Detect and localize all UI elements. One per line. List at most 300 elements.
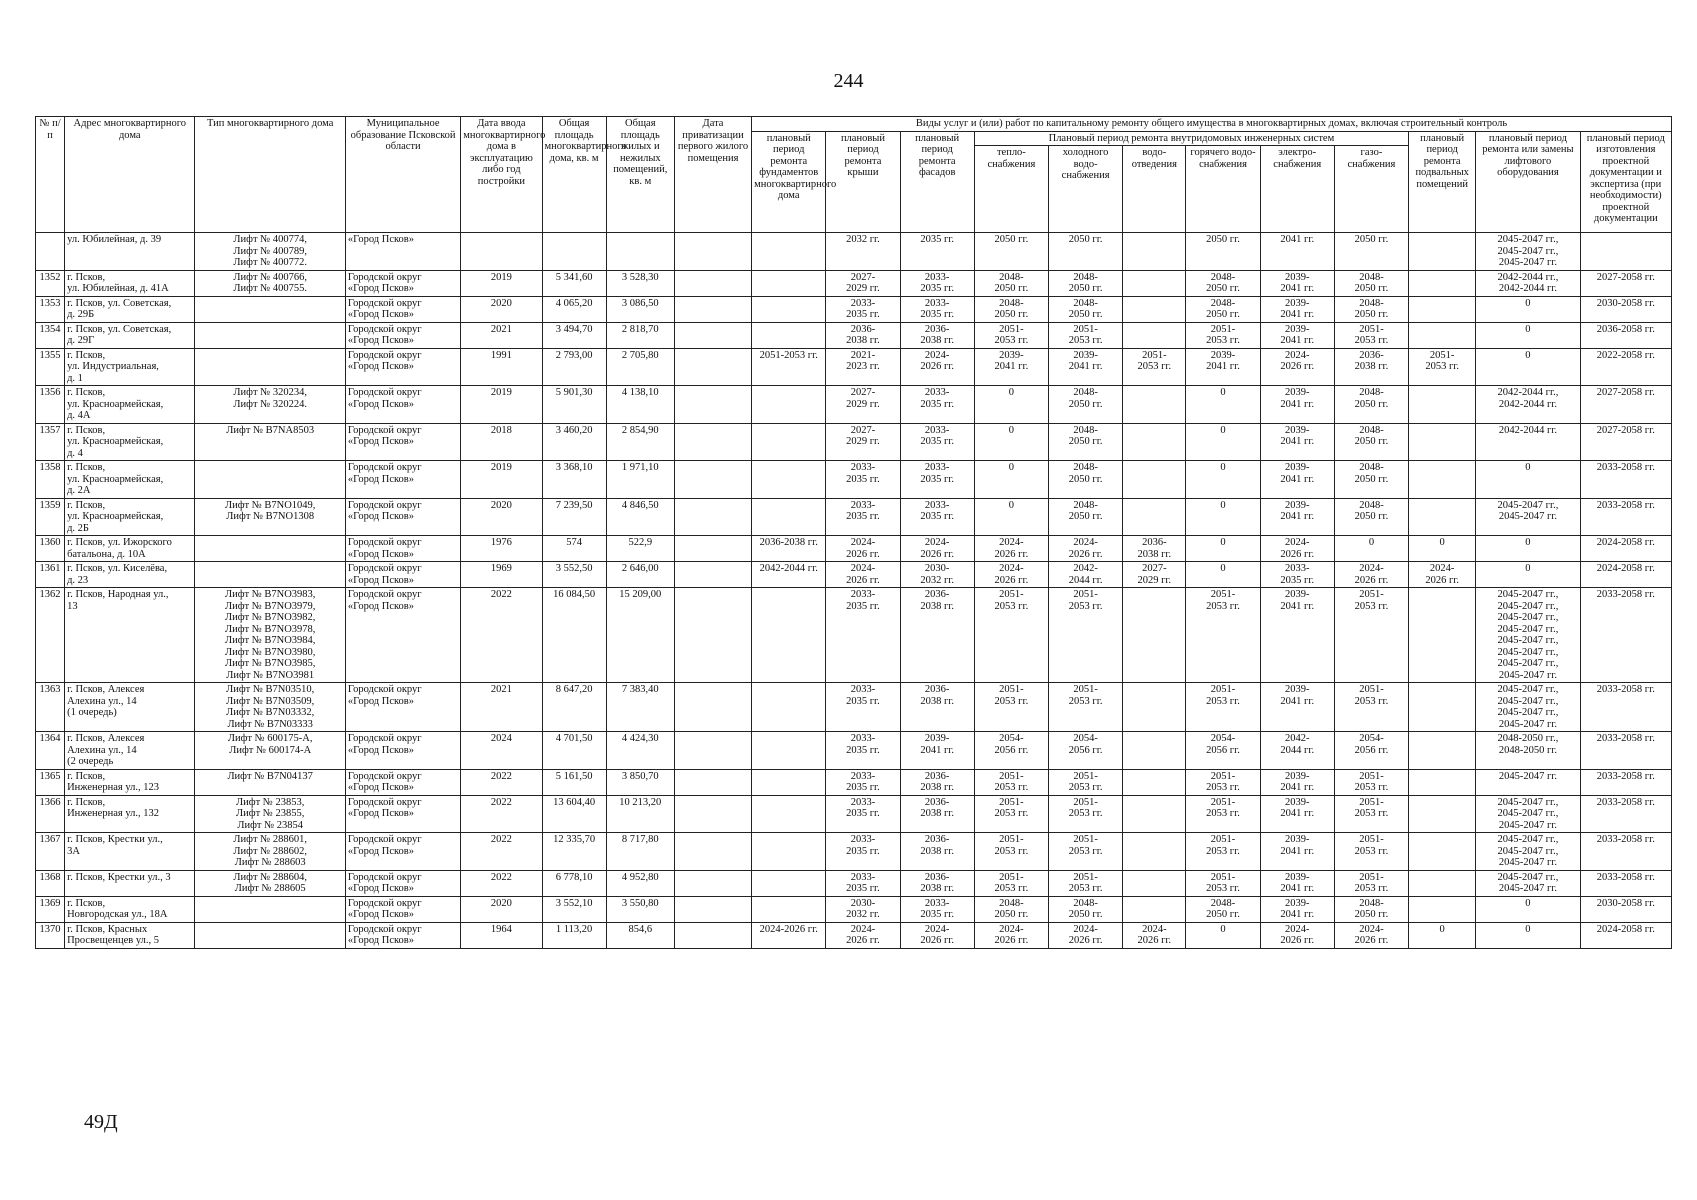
cell-facade: 2036- 2038 гг.: [900, 795, 974, 833]
cell-year: 2021: [461, 322, 542, 348]
cell-num: 1370: [36, 922, 65, 948]
cell-elevator: 0: [1476, 348, 1580, 386]
cell-gas: 2048- 2050 гг.: [1334, 296, 1408, 322]
cell-gas: 2051- 2053 гг.: [1334, 833, 1408, 871]
cell-heat: 2024- 2026 гг.: [974, 922, 1048, 948]
cell-house-type: [195, 348, 345, 386]
table-row: [36, 683, 1672, 732]
cell-hot-water: 2051- 2053 гг.: [1186, 870, 1260, 896]
cell-elevator: 0: [1476, 562, 1580, 588]
table-row: [36, 769, 1672, 795]
cell-total-area: 3 552,10: [542, 896, 606, 922]
cell-year: 2018: [461, 423, 542, 461]
cell-privatization: [674, 833, 751, 871]
cell-municipality: Городской округ «Город Псков»: [345, 498, 460, 536]
cell-house-type: Лифт № B7N04137: [195, 769, 345, 795]
cell-address: г. Псков, Крестки ул., 3А: [65, 833, 195, 871]
cell-gas: 0: [1334, 536, 1408, 562]
cell-privatization: [674, 233, 751, 271]
cell-privatization: [674, 896, 751, 922]
table-row: [36, 562, 1672, 588]
cell-hot-water: 2054- 2056 гг.: [1186, 732, 1260, 770]
table-row: [36, 296, 1672, 322]
cell-cold-water: 2051- 2053 гг.: [1049, 322, 1123, 348]
table-row: [36, 870, 1672, 896]
col-header-electric: электро-снабжения: [1260, 146, 1334, 233]
cell-total-area: 5 901,30: [542, 386, 606, 424]
cell-roof: 2033- 2035 гг.: [826, 833, 900, 871]
cell-address: г. Псков, Крестки ул., 3: [65, 870, 195, 896]
cell-sewer: [1123, 795, 1186, 833]
cell-address: г. Псков, Красных Просвещенцев ул., 5: [65, 922, 195, 948]
cell-roof: 2033- 2035 гг.: [826, 769, 900, 795]
cell-year: 2024: [461, 732, 542, 770]
cell-sewer: [1123, 270, 1186, 296]
cell-year: 2020: [461, 498, 542, 536]
cell-design: 2033-2058 гг.: [1580, 588, 1671, 683]
cell-roof: 2033- 2035 гг.: [826, 498, 900, 536]
cell-total-area: 3 368,10: [542, 461, 606, 499]
cell-hot-water: 0: [1186, 423, 1260, 461]
cell-roof: 2021- 2023 гг.: [826, 348, 900, 386]
cell-gas: 2048- 2050 гг.: [1334, 498, 1408, 536]
cell-roof: 2032 гг.: [826, 233, 900, 271]
cell-foundation: [752, 795, 826, 833]
cell-num: 1357: [36, 423, 65, 461]
cell-cold-water: 2048- 2050 гг.: [1049, 270, 1123, 296]
cell-roof: 2033- 2035 гг.: [826, 732, 900, 770]
col-header-elevator: плановый период ремонта или замены лифтового оборудования: [1476, 131, 1580, 233]
cell-house-type: [195, 562, 345, 588]
cell-sewer: [1123, 322, 1186, 348]
cell-electric: 2041 гг.: [1260, 233, 1334, 271]
cell-sewer: [1123, 870, 1186, 896]
table-row: [36, 536, 1672, 562]
cell-privatization: [674, 270, 751, 296]
table-row: [36, 348, 1672, 386]
cell-electric: 2039- 2041 гг.: [1260, 769, 1334, 795]
table-row: [36, 322, 1672, 348]
cell-address: г. Псков, Инженерная ул., 123: [65, 769, 195, 795]
cell-basement: [1409, 870, 1476, 896]
cell-design: 2024-2058 гг.: [1580, 562, 1671, 588]
cell-design: 2033-2058 гг.: [1580, 795, 1671, 833]
cell-electric: 2042- 2044 гг.: [1260, 732, 1334, 770]
cell-facade: 2024- 2026 гг.: [900, 536, 974, 562]
cell-hot-water: 2039- 2041 гг.: [1186, 348, 1260, 386]
col-header-municipality: Муниципальное образование Псковской области: [345, 117, 460, 233]
cell-gas: 2048- 2050 гг.: [1334, 461, 1408, 499]
cell-foundation: [752, 833, 826, 871]
cell-elevator: 2045-2047 гг., 2045-2047 гг., 2045-2047 гг.: [1476, 233, 1580, 271]
cell-sewer: [1123, 386, 1186, 424]
cell-sewer: [1123, 296, 1186, 322]
cell-living-area: 2 705,80: [606, 348, 674, 386]
cell-design: 2033-2058 гг.: [1580, 870, 1671, 896]
cell-design: 2033-2058 гг.: [1580, 732, 1671, 770]
cell-heat: 2051- 2053 гг.: [974, 795, 1048, 833]
cell-basement: [1409, 233, 1476, 271]
col-header-house-type: Тип многоквартирного дома: [195, 117, 345, 233]
cell-year: 2019: [461, 461, 542, 499]
cell-living-area: [606, 233, 674, 271]
cell-design: 2027-2058 гг.: [1580, 386, 1671, 424]
cell-basement: [1409, 732, 1476, 770]
cell-house-type: [195, 922, 345, 948]
cell-house-type: Лифт № 600175-А, Лифт № 600174-А: [195, 732, 345, 770]
col-header-address: Адрес многоквартирного дома: [65, 117, 195, 233]
col-header-cold-water: холодного водо-снабжения: [1049, 146, 1123, 233]
cell-address: г. Псков, Алексея Алехина ул., 14 (1 очередь): [65, 683, 195, 732]
cell-address: г. Псков, Алексея Алехина ул., 14 (2 очередь: [65, 732, 195, 770]
cell-num: 1363: [36, 683, 65, 732]
cell-hot-water: 2048- 2050 гг.: [1186, 896, 1260, 922]
cell-heat: 2054- 2056 гг.: [974, 732, 1048, 770]
cell-facade: 2033- 2035 гг.: [900, 386, 974, 424]
cell-house-type: Лифт № 288604, Лифт № 288605: [195, 870, 345, 896]
cell-total-area: 13 604,40: [542, 795, 606, 833]
cell-privatization: [674, 870, 751, 896]
cell-total-area: [542, 233, 606, 271]
cell-house-type: Лифт № 400766, Лифт № 400755.: [195, 270, 345, 296]
col-header-commission-date: Дата ввода многоквартирного дома в эксплуатацию либо год постройки: [461, 117, 542, 233]
cell-basement: [1409, 896, 1476, 922]
cell-num: 1365: [36, 769, 65, 795]
cell-cold-water: 2051- 2053 гг.: [1049, 769, 1123, 795]
cell-gas: 2051- 2053 гг.: [1334, 795, 1408, 833]
cell-municipality: Городской округ «Город Псков»: [345, 536, 460, 562]
cell-basement: [1409, 461, 1476, 499]
cell-design: 2027-2058 гг.: [1580, 423, 1671, 461]
cell-elevator: 2045-2047 гг.: [1476, 769, 1580, 795]
cell-privatization: [674, 562, 751, 588]
table-row: [36, 423, 1672, 461]
cell-year: 2022: [461, 588, 542, 683]
cell-hot-water: 0: [1186, 922, 1260, 948]
cell-design: 2033-2058 гг.: [1580, 683, 1671, 732]
cell-hot-water: 2051- 2053 гг.: [1186, 769, 1260, 795]
cell-hot-water: 0: [1186, 562, 1260, 588]
cell-heat: 2051- 2053 гг.: [974, 588, 1048, 683]
cell-heat: 0: [974, 386, 1048, 424]
cell-year: 2019: [461, 270, 542, 296]
cell-address: г. Псков, Новгородская ул., 18А: [65, 896, 195, 922]
cell-facade: 2033- 2035 гг.: [900, 423, 974, 461]
cell-cold-water: 2050 гг.: [1049, 233, 1123, 271]
cell-foundation: [752, 498, 826, 536]
cell-total-area: 5 161,50: [542, 769, 606, 795]
cell-house-type: [195, 322, 345, 348]
cell-facade: 2024- 2026 гг.: [900, 348, 974, 386]
cell-municipality: Городской округ «Город Псков»: [345, 922, 460, 948]
cell-hot-water: 2051- 2053 гг.: [1186, 322, 1260, 348]
cell-address: г. Псков, ул. Юбилейная, д. 41А: [65, 270, 195, 296]
cell-facade: 2030- 2032 гг.: [900, 562, 974, 588]
col-header-facade: плановый период ремонта фасадов: [900, 131, 974, 233]
cell-electric: 2039- 2041 гг.: [1260, 588, 1334, 683]
cell-year: 1976: [461, 536, 542, 562]
cell-elevator: 0: [1476, 922, 1580, 948]
cell-foundation: [752, 896, 826, 922]
cell-foundation: [752, 683, 826, 732]
cell-electric: 2024- 2026 гг.: [1260, 536, 1334, 562]
cell-total-area: 16 084,50: [542, 588, 606, 683]
cell-heat: 2039- 2041 гг.: [974, 348, 1048, 386]
cell-heat: 2051- 2053 гг.: [974, 833, 1048, 871]
cell-basement: [1409, 423, 1476, 461]
cell-privatization: [674, 461, 751, 499]
cell-address: г. Псков, ул. Советская, д. 29Г: [65, 322, 195, 348]
table-row: [36, 795, 1672, 833]
cell-privatization: [674, 322, 751, 348]
cell-living-area: 4 424,30: [606, 732, 674, 770]
cell-elevator: 0: [1476, 896, 1580, 922]
cell-elevator: 0: [1476, 536, 1580, 562]
cell-cold-water: 2051- 2053 гг.: [1049, 795, 1123, 833]
cell-cold-water: 2051- 2053 гг.: [1049, 833, 1123, 871]
cell-elevator: 0: [1476, 322, 1580, 348]
col-header-sewer: водо-отведения: [1123, 146, 1186, 233]
cell-living-area: 4 952,80: [606, 870, 674, 896]
cell-heat: 2048- 2050 гг.: [974, 296, 1048, 322]
cell-house-type: [195, 461, 345, 499]
cell-municipality: Городской округ «Город Псков»: [345, 870, 460, 896]
col-header-design: плановый период изготовления проектной документации и экспертиза (при необходимости) проектной документации: [1580, 131, 1671, 233]
cell-facade: 2036- 2038 гг.: [900, 588, 974, 683]
cell-hot-water: 2051- 2053 гг.: [1186, 683, 1260, 732]
cell-electric: 2039- 2041 гг.: [1260, 795, 1334, 833]
cell-living-area: 2 854,90: [606, 423, 674, 461]
cell-heat: 2051- 2053 гг.: [974, 322, 1048, 348]
cell-num: 1362: [36, 588, 65, 683]
cell-house-type: Лифт № B7N03510, Лифт № B7N03509, Лифт № B7N03332, Лифт № B7N03333: [195, 683, 345, 732]
table-row: [36, 233, 1672, 271]
cell-privatization: [674, 795, 751, 833]
cell-electric: 2039- 2041 гг.: [1260, 683, 1334, 732]
cell-facade: 2033- 2035 гг.: [900, 498, 974, 536]
cell-num: 1360: [36, 536, 65, 562]
document-code: 49Д: [84, 1111, 118, 1133]
cell-year: 1964: [461, 922, 542, 948]
table-row: [36, 833, 1672, 871]
table-row: [36, 922, 1672, 948]
cell-heat: 2048- 2050 гг.: [974, 896, 1048, 922]
cell-sewer: 2036- 2038 гг.: [1123, 536, 1186, 562]
cell-heat: 2051- 2053 гг.: [974, 870, 1048, 896]
cell-municipality: Городской округ «Город Псков»: [345, 732, 460, 770]
cell-hot-water: 2051- 2053 гг.: [1186, 795, 1260, 833]
col-header-basement: плановый период ремонта подвальных помещений: [1409, 131, 1476, 233]
cell-design: 2033-2058 гг.: [1580, 498, 1671, 536]
cell-privatization: [674, 683, 751, 732]
cell-electric: 2033- 2035 гг.: [1260, 562, 1334, 588]
cell-address: г. Псков, ул. Киселёва, д. 23: [65, 562, 195, 588]
cell-num: 1366: [36, 795, 65, 833]
cell-municipality: Городской округ «Город Псков»: [345, 423, 460, 461]
cell-basement: [1409, 588, 1476, 683]
col-header-heat: тепло-снабжения: [974, 146, 1048, 233]
cell-sewer: [1123, 769, 1186, 795]
cell-year: [461, 233, 542, 271]
cell-cold-water: 2048- 2050 гг.: [1049, 896, 1123, 922]
cell-living-area: 4 138,10: [606, 386, 674, 424]
cell-gas: 2036- 2038 гг.: [1334, 348, 1408, 386]
cell-foundation: [752, 732, 826, 770]
cell-basement: [1409, 386, 1476, 424]
cell-year: 1991: [461, 348, 542, 386]
cell-electric: 2024- 2026 гг.: [1260, 348, 1334, 386]
cell-municipality: Городской округ «Город Псков»: [345, 270, 460, 296]
cell-elevator: 2048-2050 гг., 2048-2050 гг.: [1476, 732, 1580, 770]
cell-facade: 2036- 2038 гг.: [900, 769, 974, 795]
cell-heat: 0: [974, 498, 1048, 536]
cell-roof: 2033- 2035 гг.: [826, 795, 900, 833]
cell-cold-water: 2051- 2053 гг.: [1049, 683, 1123, 732]
cell-roof: 2033- 2035 гг.: [826, 461, 900, 499]
cell-house-type: [195, 896, 345, 922]
cell-hot-water: 2048- 2050 гг.: [1186, 296, 1260, 322]
cell-hot-water: 0: [1186, 461, 1260, 499]
cell-gas: 2051- 2053 гг.: [1334, 683, 1408, 732]
cell-foundation: 2051-2053 гг.: [752, 348, 826, 386]
cell-elevator: 2045-2047 гг., 2045-2047 гг., 2045-2047 гг., 2045-2047 гг., 2045-2047 гг., 2045-2047 гг., 2045-2047 гг., 2045-2047 гг.: [1476, 588, 1580, 683]
cell-sewer: [1123, 423, 1186, 461]
cell-house-type: Лифт № B7NO3983, Лифт № B7NO3979, Лифт № B7NO3982, Лифт № B7NO3978, Лифт № B7NO3984, Лифт № B7NO3980, Лифт № B7NO3985, Лифт № B7NO3981: [195, 588, 345, 683]
col-header-works-group: Виды услуг и (или) работ по капитальному ремонту общего имущества в многоквартирных домах, включая строительный контроль: [752, 117, 1672, 132]
cell-living-area: 2 818,70: [606, 322, 674, 348]
cell-roof: 2033- 2035 гг.: [826, 870, 900, 896]
cell-address: г. Псков, ул. Красноармейская, д. 4А: [65, 386, 195, 424]
cell-house-type: Лифт № 320234, Лифт № 320224.: [195, 386, 345, 424]
cell-total-area: 3 494,70: [542, 322, 606, 348]
cell-basement: 2024- 2026 гг.: [1409, 562, 1476, 588]
cell-municipality: Городской округ «Город Псков»: [345, 322, 460, 348]
cell-basement: [1409, 795, 1476, 833]
cell-basement: 0: [1409, 536, 1476, 562]
cell-num: 1358: [36, 461, 65, 499]
cell-address: г. Псков, ул. Красноармейская, д. 2А: [65, 461, 195, 499]
cell-living-area: 7 383,40: [606, 683, 674, 732]
cell-privatization: [674, 732, 751, 770]
cell-house-type: Лифт № 400774, Лифт № 400789, Лифт № 400772.: [195, 233, 345, 271]
cell-electric: 2039- 2041 гг.: [1260, 896, 1334, 922]
cell-year: 2019: [461, 386, 542, 424]
cell-municipality: Городской округ «Город Псков»: [345, 562, 460, 588]
cell-elevator: 2045-2047 гг., 2045-2047 гг.: [1476, 870, 1580, 896]
cell-heat: 2024- 2026 гг.: [974, 536, 1048, 562]
cell-electric: 2039- 2041 гг.: [1260, 270, 1334, 296]
cell-hot-water: 2050 гг.: [1186, 233, 1260, 271]
cell-living-area: 3 850,70: [606, 769, 674, 795]
capital-repair-table: [35, 116, 1672, 949]
cell-municipality: Городской округ «Город Псков»: [345, 769, 460, 795]
cell-foundation: [752, 588, 826, 683]
cell-gas: 2048- 2050 гг.: [1334, 896, 1408, 922]
cell-num: 1361: [36, 562, 65, 588]
cell-roof: 2030- 2032 гг.: [826, 896, 900, 922]
cell-electric: 2039- 2041 гг.: [1260, 296, 1334, 322]
cell-cold-water: 2048- 2050 гг.: [1049, 386, 1123, 424]
cell-cold-water: 2048- 2050 гг.: [1049, 461, 1123, 499]
cell-cold-water: 2024- 2026 гг.: [1049, 536, 1123, 562]
cell-year: 2021: [461, 683, 542, 732]
cell-roof: 2033- 2035 гг.: [826, 296, 900, 322]
cell-house-type: Лифт № B7NO1049, Лифт № B7NO1308: [195, 498, 345, 536]
cell-facade: 2033- 2035 гг.: [900, 270, 974, 296]
cell-design: 2030-2058 гг.: [1580, 896, 1671, 922]
cell-living-area: 854,6: [606, 922, 674, 948]
cell-electric: 2039- 2041 гг.: [1260, 461, 1334, 499]
cell-design: 2036-2058 гг.: [1580, 322, 1671, 348]
cell-house-type: Лифт № B7NA8503: [195, 423, 345, 461]
cell-roof: 2024- 2026 гг.: [826, 536, 900, 562]
cell-address: г. Псков, Народная ул., 13: [65, 588, 195, 683]
cell-electric: 2039- 2041 гг.: [1260, 423, 1334, 461]
cell-living-area: 2 646,00: [606, 562, 674, 588]
cell-roof: 2027- 2029 гг.: [826, 423, 900, 461]
cell-basement: [1409, 769, 1476, 795]
cell-municipality: Городской округ «Город Псков»: [345, 795, 460, 833]
cell-num: 1359: [36, 498, 65, 536]
cell-year: 2022: [461, 833, 542, 871]
cell-address: г. Псков, ул. Индустриальная, д. 1: [65, 348, 195, 386]
cell-roof: 2033- 2035 гг.: [826, 588, 900, 683]
cell-house-type: [195, 296, 345, 322]
col-header-privatization-date: Дата приватизации первого жилого помещения: [674, 117, 751, 233]
cell-facade: 2036- 2038 гг.: [900, 683, 974, 732]
cell-elevator: 0: [1476, 296, 1580, 322]
cell-foundation: 2024-2026 гг.: [752, 922, 826, 948]
cell-cold-water: 2051- 2053 гг.: [1049, 588, 1123, 683]
table-row: [36, 732, 1672, 770]
cell-living-area: 4 846,50: [606, 498, 674, 536]
cell-heat: 0: [974, 423, 1048, 461]
cell-hot-water: 2051- 2053 гг.: [1186, 833, 1260, 871]
cell-privatization: [674, 922, 751, 948]
cell-basement: 2051- 2053 гг.: [1409, 348, 1476, 386]
cell-address: г. Псков, ул. Ижорского батальона, д. 10А: [65, 536, 195, 562]
cell-basement: [1409, 270, 1476, 296]
cell-total-area: 2 793,00: [542, 348, 606, 386]
cell-municipality: Городской округ «Город Псков»: [345, 683, 460, 732]
cell-foundation: [752, 870, 826, 896]
cell-gas: 2054- 2056 гг.: [1334, 732, 1408, 770]
cell-basement: [1409, 296, 1476, 322]
cell-foundation: [752, 233, 826, 271]
cell-foundation: [752, 461, 826, 499]
col-header-living-area: Общая площадь жилых и нежилых помещений, кв. м: [606, 117, 674, 233]
cell-elevator: 2042-2044 гг.: [1476, 423, 1580, 461]
cell-address: ул. Юбилейная, д. 39: [65, 233, 195, 271]
cell-hot-water: 0: [1186, 536, 1260, 562]
table-row: [36, 270, 1672, 296]
cell-roof: 2024- 2026 гг.: [826, 562, 900, 588]
cell-hot-water: 2048- 2050 гг.: [1186, 270, 1260, 296]
cell-gas: 2050 гг.: [1334, 233, 1408, 271]
cell-hot-water: 0: [1186, 386, 1260, 424]
col-header-hot-water: горячего водо-снабжения: [1186, 146, 1260, 233]
col-header-gas: газо-снабжения: [1334, 146, 1408, 233]
cell-roof: 2033- 2035 гг.: [826, 683, 900, 732]
cell-electric: 2039- 2041 гг.: [1260, 833, 1334, 871]
cell-facade: 2033- 2035 гг.: [900, 896, 974, 922]
cell-facade: 2036- 2038 гг.: [900, 322, 974, 348]
cell-basement: 0: [1409, 922, 1476, 948]
cell-total-area: 12 335,70: [542, 833, 606, 871]
cell-gas: 2051- 2053 гг.: [1334, 322, 1408, 348]
cell-total-area: 8 647,20: [542, 683, 606, 732]
cell-gas: 2024- 2026 гг.: [1334, 562, 1408, 588]
